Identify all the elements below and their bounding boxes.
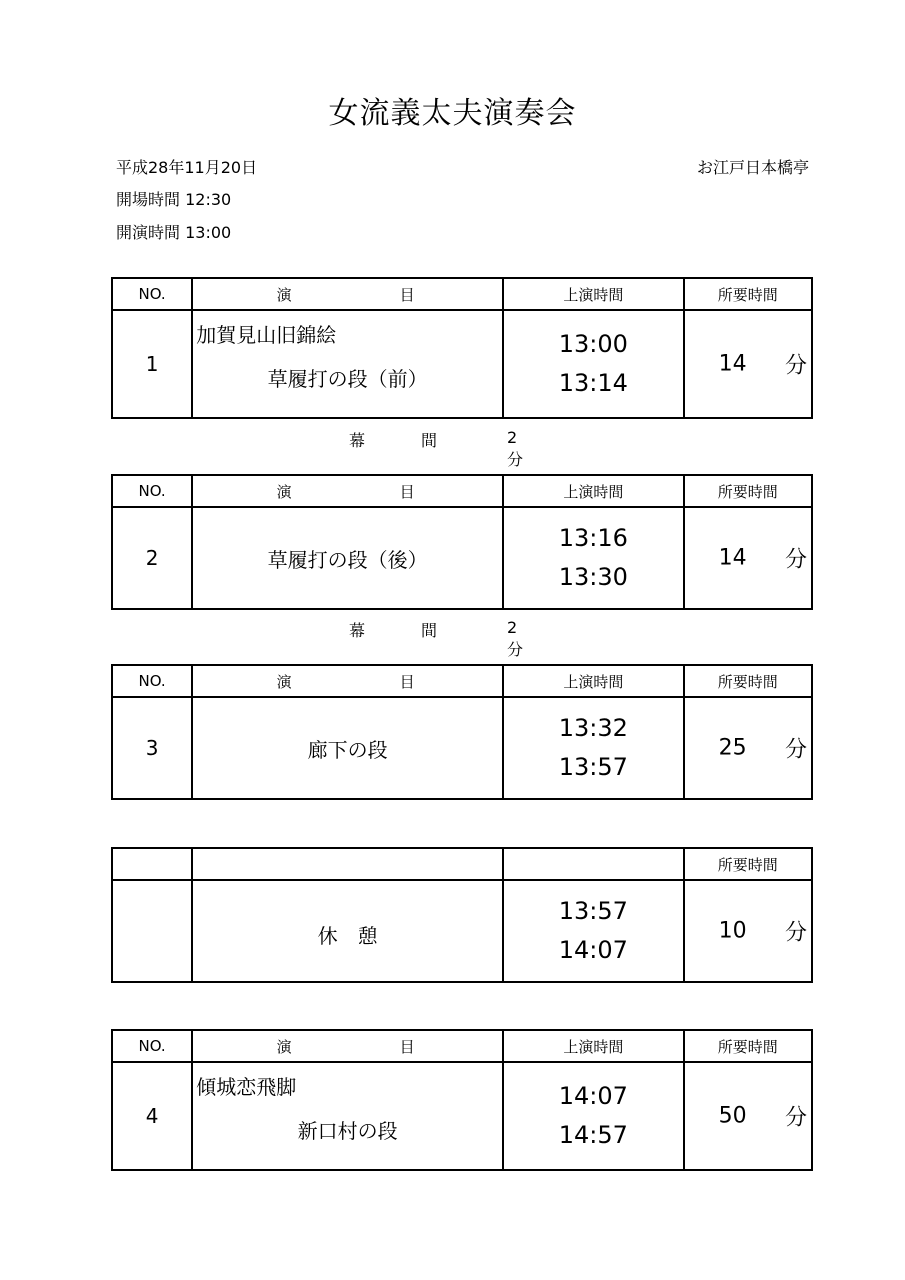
header-title-a: 演 [276,1037,292,1056]
duration [684,310,812,418]
header-title-b: 目 [399,1037,415,1056]
duration-value: 25 [718,735,747,761]
duration-unit: 分 [784,353,807,379]
intermission-label-b: 間 [421,621,438,640]
header-time-empty [503,848,684,880]
scene-title: 廊下の段 [307,737,388,762]
program-number: 2 [112,507,192,609]
end-time-value: 14:57 [558,1121,628,1149]
header-title-empty [192,848,503,880]
performance-time [503,880,684,982]
table-header [112,278,812,310]
header-duration: 所要時間 [684,848,812,880]
intermission-label-b: 間 [421,431,438,450]
performance-date: 平成28年11月20日 [116,158,258,177]
intermission-duration: 2分 [507,618,524,659]
performance-time [503,1062,684,1170]
header-title [192,665,503,697]
table-row [112,880,812,982]
duration-value: 14 [718,351,747,377]
header-duration: 所要時間 [684,278,812,310]
header-duration: 所要時間 [684,665,812,697]
program-title-cell [192,1062,503,1170]
start-time-value: 13:57 [558,897,628,925]
duration-value: 10 [718,918,747,944]
header-no: NO. [112,475,192,507]
duration-value: 14 [718,545,747,571]
header-no: NO. [112,1030,192,1062]
table-row [112,310,812,418]
duration-unit: 分 [784,737,807,763]
performance-time [503,697,684,799]
table-header [112,1030,812,1062]
header-title [192,1030,503,1062]
end-time-value: 13:57 [558,753,628,781]
work-title: 傾城恋飛脚 [196,1075,297,1099]
break-table [111,847,813,983]
program-table-1 [111,277,813,419]
table-row [112,697,812,799]
duration [684,697,812,799]
header-title-b: 目 [399,672,415,691]
program-table-2 [111,474,813,610]
duration [684,880,812,982]
header-duration: 所要時間 [684,1030,812,1062]
program-number: 3 [112,697,192,799]
end-time-value: 13:30 [558,563,628,591]
header-duration: 所要時間 [684,475,812,507]
start-time-value: 13:32 [558,714,628,742]
duration-unit: 分 [784,1105,807,1131]
performance-time [503,507,684,609]
intermission-label-a: 幕 [349,621,366,640]
scene-title: 草履打の段（前） [267,366,428,391]
start-time-value: 13:16 [558,524,628,552]
header-title-a: 演 [276,482,292,501]
header-title-b: 目 [399,285,415,304]
performance-time [503,310,684,418]
doors-open-time: 開場時間 12:30 [116,190,232,209]
end-time-value: 13:14 [558,369,628,397]
header-no: NO. [112,278,192,310]
scene-title: 草履打の段（後） [267,547,428,572]
program-title-cell [192,880,503,982]
program-table-4 [111,1029,813,1171]
start-time-value: 13:00 [558,330,628,358]
start-time: 開演時間 13:00 [116,223,232,242]
end-time-value: 14:07 [558,936,628,964]
work-title: 加賀見山旧錦絵 [196,323,337,347]
header-no-empty [112,848,192,880]
page-title: 女流義太夫演奏会 [328,96,577,131]
scene-title: 新口村の段 [297,1118,398,1143]
intermission-duration: 2分 [507,428,524,469]
duration [684,1062,812,1170]
header-title [192,475,503,507]
header-no: NO. [112,665,192,697]
header-time: 上演時間 [503,665,684,697]
intermission-label-a: 幕 [349,431,366,450]
header-title [192,278,503,310]
table-header [112,848,812,880]
header-time: 上演時間 [503,475,684,507]
table-header [112,665,812,697]
program-table-3 [111,664,813,800]
table-row [112,1062,812,1170]
program-number: 4 [112,1062,192,1170]
break-label: 休 憩 [317,923,378,948]
header-time: 上演時間 [503,278,684,310]
program-number: 1 [112,310,192,418]
venue-name: お江戸日本橋亭 [696,158,809,177]
program-title-cell [192,310,503,418]
table-row [112,507,812,609]
program-title-cell [192,697,503,799]
header-title-b: 目 [399,482,415,501]
duration-unit: 分 [784,920,807,946]
header-time: 上演時間 [503,1030,684,1062]
header-title-a: 演 [276,672,292,691]
program-number [112,880,192,982]
duration-unit: 分 [784,547,807,573]
duration [684,507,812,609]
start-time-value: 14:07 [558,1082,628,1110]
table-header [112,475,812,507]
duration-value: 50 [718,1103,747,1129]
header-title-a: 演 [276,285,292,304]
program-title-cell [192,507,503,609]
